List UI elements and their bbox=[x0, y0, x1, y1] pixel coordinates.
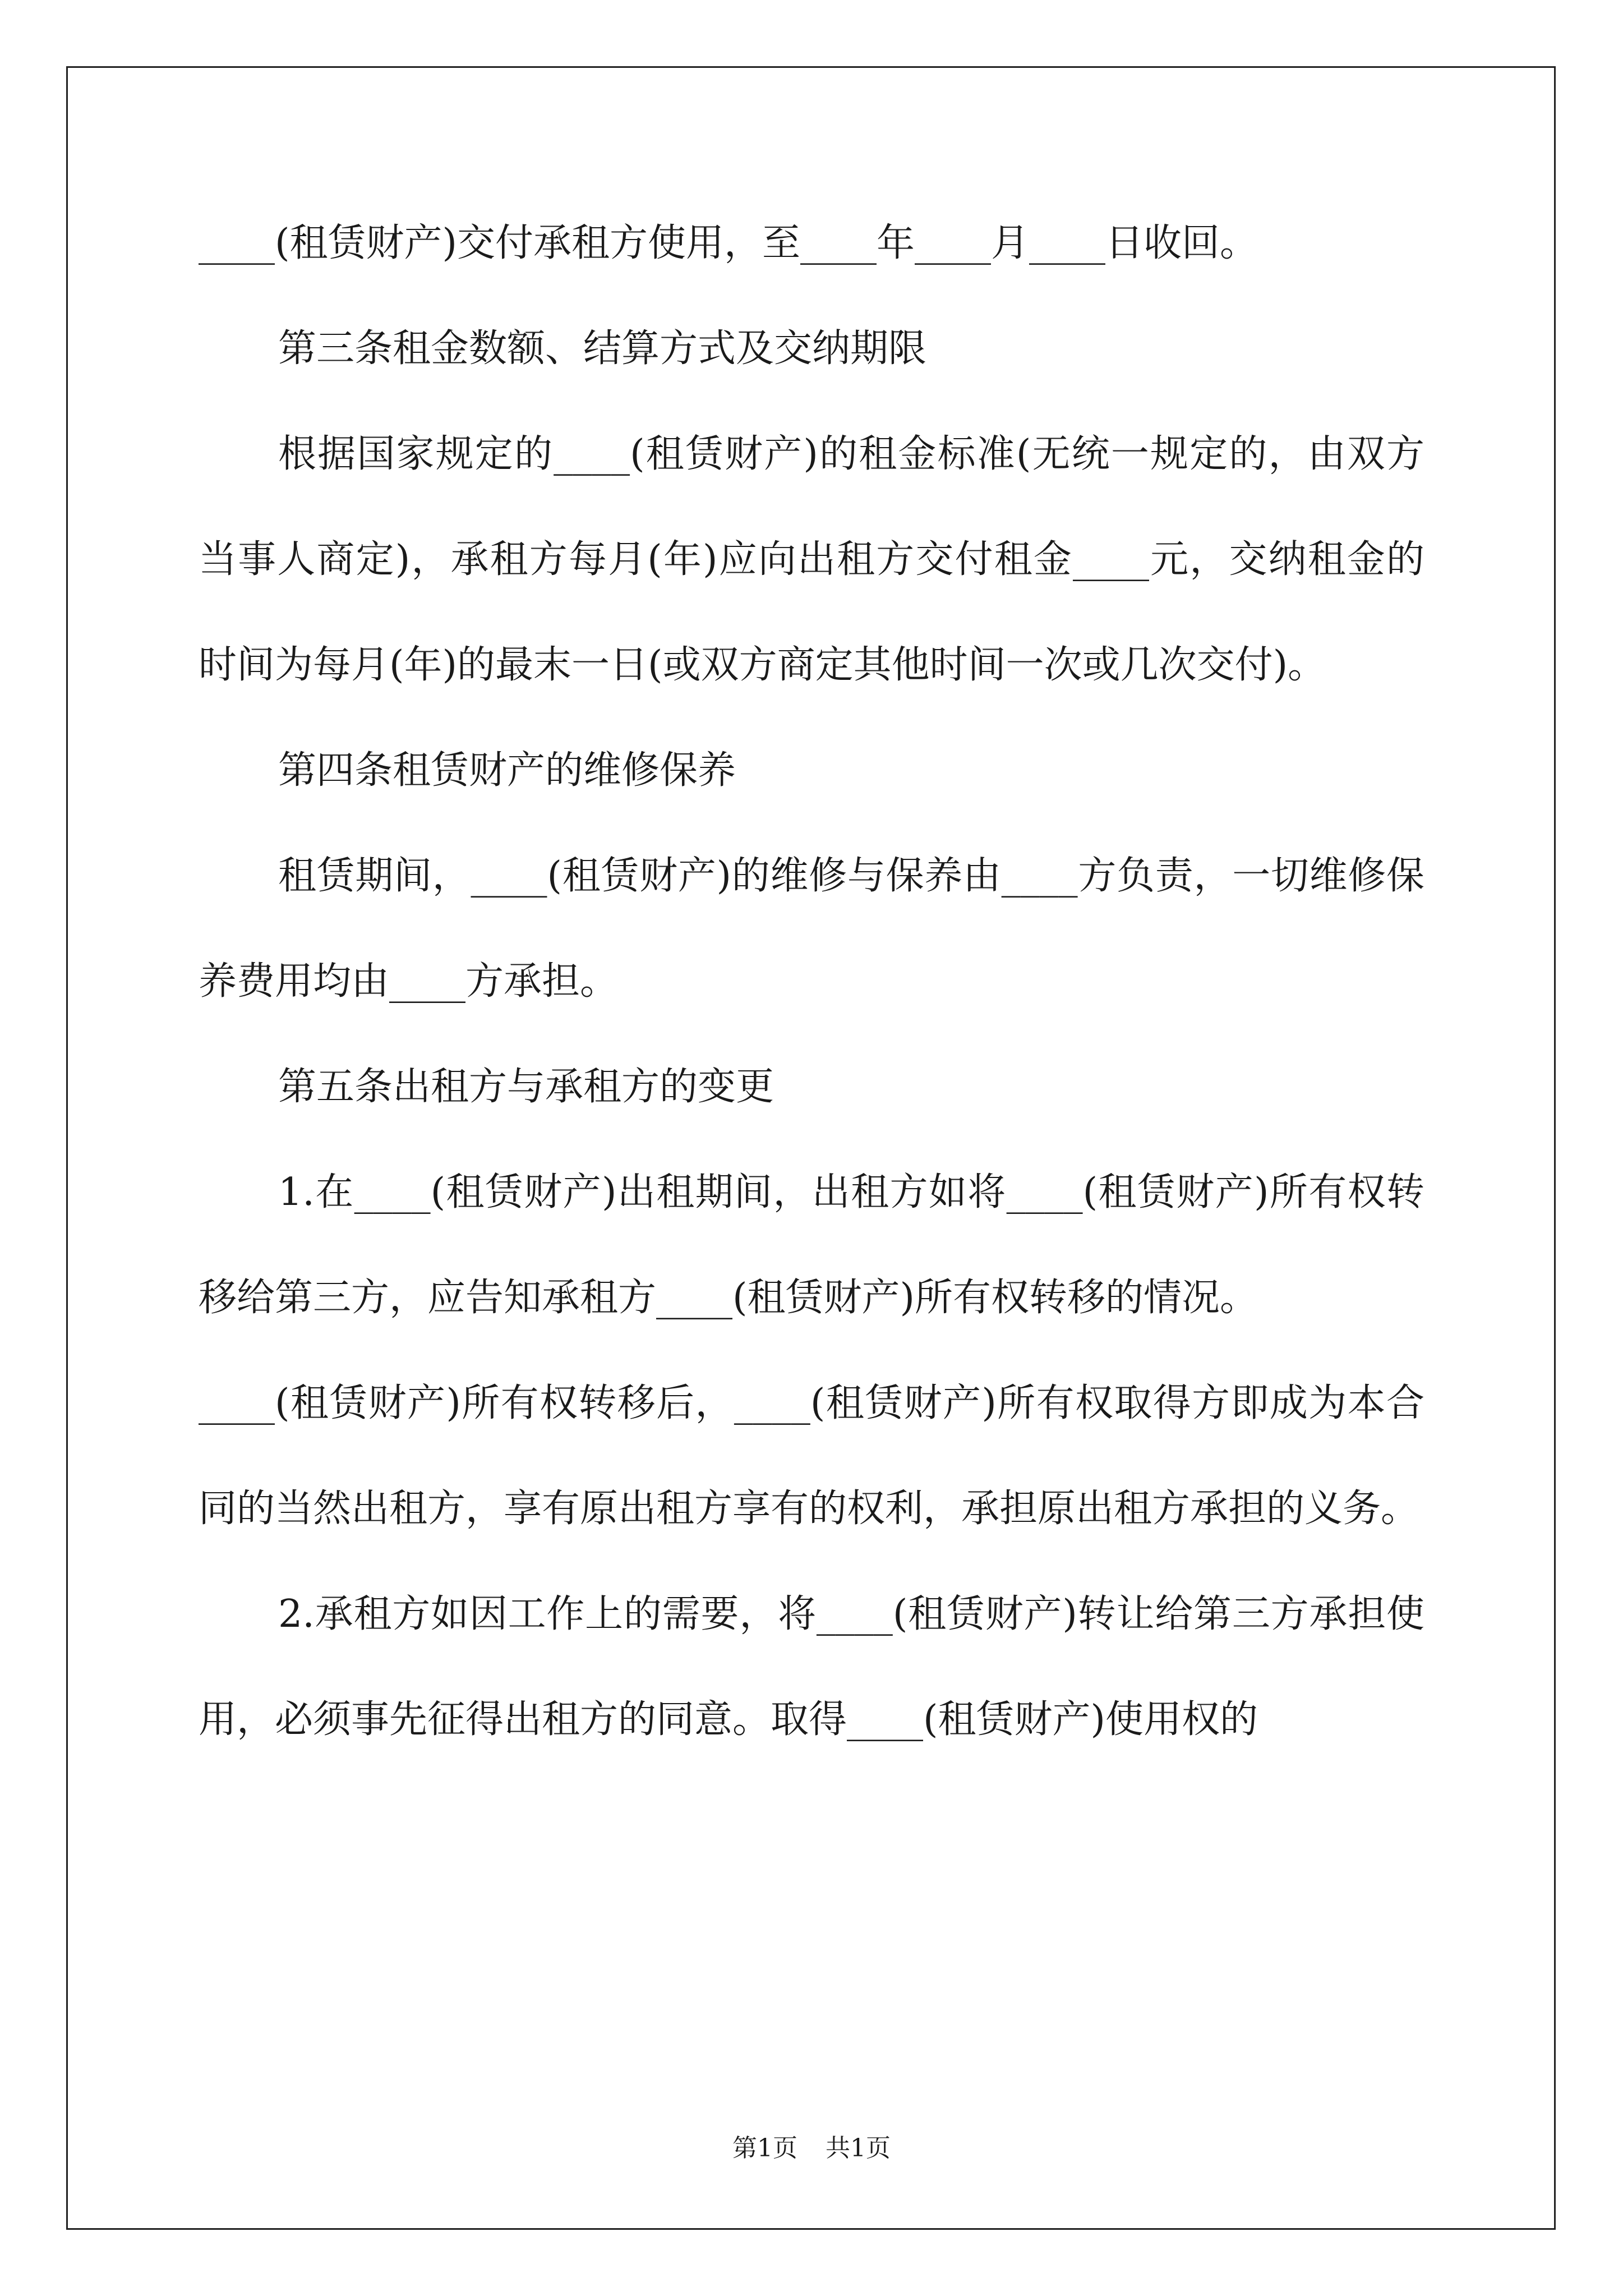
page-footer bbox=[0, 2132, 1623, 2165]
heading-article-3: 第三条租金数额、结算方式及交纳期限 bbox=[278, 326, 927, 371]
paragraph-new-lessor: ____(租赁财产)所有权转移后，____(租赁财产)所有权取得方即成为本合同的当然出租方，享有原出租方享有的权利，承担原出租方承担的义务。 bbox=[199, 1381, 1424, 1531]
heading-article-4: 第四条租赁财产的维修保养 bbox=[278, 748, 736, 793]
paragraph-ownership-transfer: 1.在____(租赁财产)出租期间，出租方如将____(租赁财产)所有权转移给第三方，应告知承租方____(租赁财产)所有权转移的情况。 bbox=[199, 1170, 1424, 1320]
page-number: 第1页 bbox=[732, 2134, 797, 2162]
heading-article-5: 第五条出租方与承租方的变更 bbox=[278, 1065, 774, 1109]
paragraph-sublease: 2.承租方如因工作上的需要，将____(租赁财产)转让给第三方承担使用，必须事先征得出租方的同意。取得____(租赁财产)使用权的 bbox=[199, 1592, 1424, 1742]
paragraph-rent-amount: 根据国家规定的____(租赁财产)的租金标准(无统一规定的，由双方当事人商定)，承租方每月(年)应向出租方交付租金____元，交纳租金的时间为每月(年)的最末一日(或双方商定其他时间一次或几次交付)。 bbox=[199, 432, 1424, 687]
document-body bbox=[199, 191, 1424, 1773]
paragraph-maintenance: 租赁期间，____(租赁财产)的维修与保养由____方负责，一切维修保养费用均由____方承担。 bbox=[199, 854, 1424, 1004]
paragraph-lease-return: ____(租赁财产)交付承租方使用，至____年____月____日收回。 bbox=[199, 221, 1258, 265]
page-total: 共1页 bbox=[826, 2134, 891, 2162]
